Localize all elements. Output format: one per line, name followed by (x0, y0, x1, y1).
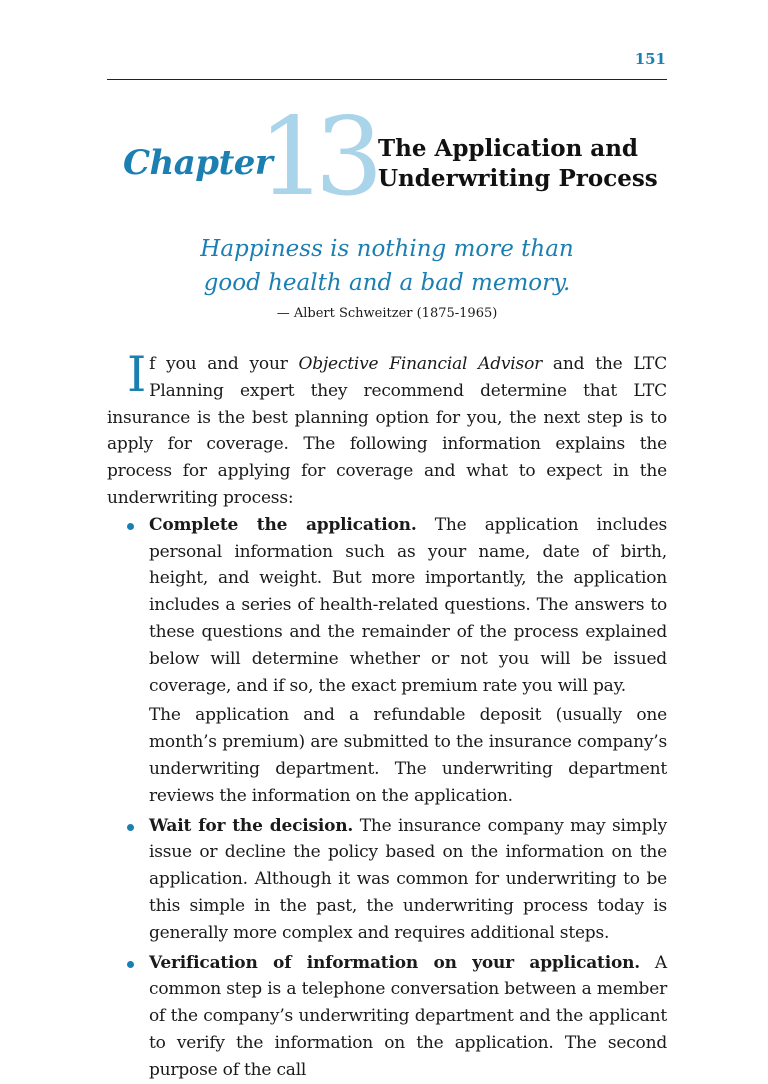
epigraph-line-2: good health and a bad memory. (203, 270, 571, 296)
list-item-text (149, 950, 667, 1084)
intro-italic: Objective Financial Advisor (298, 354, 543, 374)
chapter-title-line-1: The Application and (378, 135, 639, 162)
intro-paragraph (107, 346, 667, 512)
chapter-title (378, 134, 668, 194)
body-text (107, 346, 667, 1084)
intro-text-2: and the LTC Planning expert they recommend determine that LTC insurance is the best planning option for you, the next step is to apply for coverage. The following information explains the process for applying for coverage and what to expect in the underwriting process: (107, 354, 667, 508)
chapter-title-line-2: Underwriting Process (378, 165, 658, 192)
list-item-text (149, 512, 667, 700)
drop-cap: I (127, 346, 147, 403)
list-item (107, 813, 667, 947)
epigraph-quote (107, 232, 667, 300)
list-item-body: The insurance company may simply issue or decline the policy based on the information on the application. Although it was common for underwriting to be this simple in the past, the underwriting process today is generally more complex and requires additional steps. (149, 815, 667, 943)
page-number: 151 (634, 50, 666, 68)
list-item-lead: Complete the application. (149, 514, 417, 535)
bullet-dot-icon (127, 961, 134, 968)
header-rule (107, 79, 667, 80)
list-item-extra: The application and a refundable deposit (usually one month’s premium) are submitted to the insurance company’s underwriting department. The underwriting department reviews the information on the application. (149, 705, 667, 806)
epigraph-attribution: — Albert Schweitzer (1875-1965) (276, 306, 498, 321)
list-item-lead: Wait for the decision. (149, 815, 354, 836)
list-item-body: The application includes personal information such as your name, date of birth, height, and weight. But more importantly, the application includes a series of health-related questions. The answers to these questions and the remainder of the process explained below will determine whether or not you will be issued coverage, and if so, the exact premium rate you will pay. (149, 514, 667, 696)
list-item-body: A common step is a telephone conversation between a member of the company’s underwriting department and the applicant to verify the information on the application. The second purpose of the call (149, 952, 667, 1080)
bullet-dot-icon (127, 523, 134, 530)
intro-text-1: f you and your (149, 354, 299, 374)
chapter-number: 13 (258, 95, 372, 220)
bullet-dot-icon (127, 824, 134, 831)
list-item (107, 950, 667, 1084)
list-item (107, 512, 667, 810)
epigraph-line-1: Happiness is nothing more than (200, 236, 574, 262)
list-item-lead: Verification of information on your application. (149, 952, 640, 973)
list-item-text (149, 813, 667, 947)
chapter-label: Chapter (123, 143, 273, 183)
bullet-list (107, 512, 667, 1084)
